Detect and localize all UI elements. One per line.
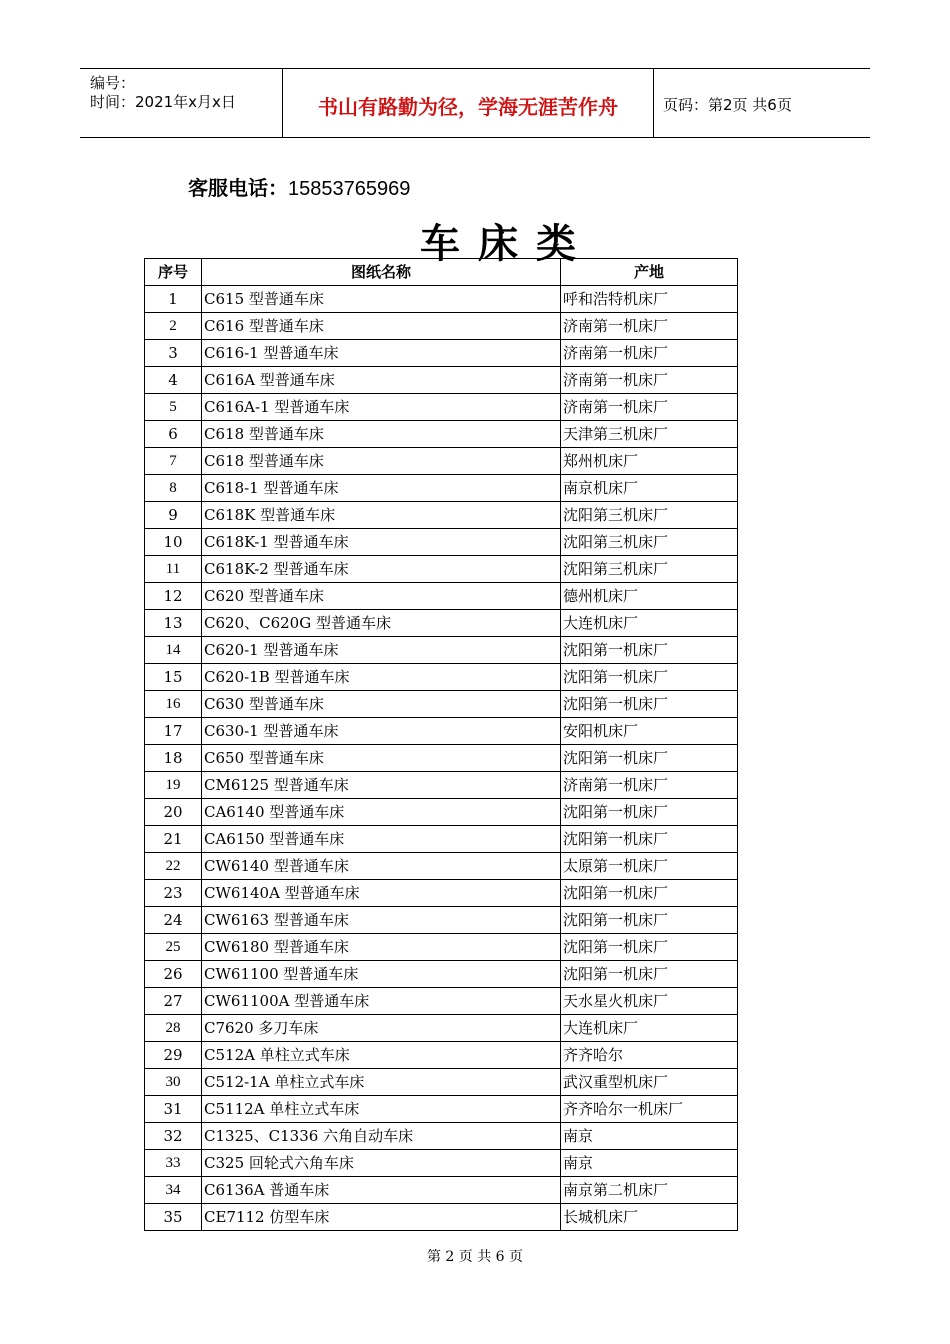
cell-name: C616 型普通车床 (202, 313, 561, 340)
phone-label: 客服电话： (188, 176, 288, 200)
cell-no: 10 (145, 529, 202, 556)
cell-origin: 济南第一机床厂 (561, 394, 738, 421)
cell-name: C512-1A 单柱立式车床 (202, 1069, 561, 1096)
cell-origin: 沈阳第三机床厂 (561, 502, 738, 529)
page-title: 车床类 (420, 221, 594, 267)
cell-name: C512A 单柱立式车床 (202, 1042, 561, 1069)
cell-origin: 太原第一机床厂 (561, 853, 738, 880)
cell-name: C615 型普通车床 (202, 286, 561, 313)
page-footer (0, 1246, 950, 1266)
cell-origin: 沈阳第一机床厂 (561, 934, 738, 961)
table-row (145, 718, 738, 745)
cell-name: C630-1 型普通车床 (202, 718, 561, 745)
table-row (145, 340, 738, 367)
cell-name: C620-1B 型普通车床 (202, 664, 561, 691)
cell-name: C618 型普通车床 (202, 421, 561, 448)
table-row (145, 772, 738, 799)
table-row (145, 664, 738, 691)
table-row (145, 1015, 738, 1042)
page-header (80, 68, 870, 138)
table-row (145, 421, 738, 448)
table-row (145, 637, 738, 664)
cell-name: C620-1 型普通车床 (202, 637, 561, 664)
table-row (145, 556, 738, 583)
cell-origin: 武汉重型机床厂 (561, 1069, 738, 1096)
cell-name: CE7112 仿型车床 (202, 1204, 561, 1231)
table-row (145, 691, 738, 718)
cell-name: C630 型普通车床 (202, 691, 561, 718)
header-page-cell (653, 69, 870, 137)
cell-name: C618K 型普通车床 (202, 502, 561, 529)
cell-no: 19 (145, 772, 202, 799)
table-row (145, 1150, 738, 1177)
table-row (145, 934, 738, 961)
cell-name: CW61100A 型普通车床 (202, 988, 561, 1015)
table-row (145, 853, 738, 880)
cell-origin: 济南第一机床厂 (561, 772, 738, 799)
cell-origin: 沈阳第三机床厂 (561, 529, 738, 556)
cell-no: 9 (145, 502, 202, 529)
table-row (145, 1096, 738, 1123)
cell-origin: 沈阳第一机床厂 (561, 961, 738, 988)
cell-origin: 南京第二机床厂 (561, 1177, 738, 1204)
table-row (145, 475, 738, 502)
cell-name: CW6163 型普通车床 (202, 907, 561, 934)
cell-origin: 沈阳第一机床厂 (561, 826, 738, 853)
table-row (145, 1042, 738, 1069)
cell-no: 13 (145, 610, 202, 637)
cell-name: C616A-1 型普通车床 (202, 394, 561, 421)
header-page-label: 页码：第2页 共6页 (663, 96, 792, 114)
header-motto: 书山有路勤为径，学海无涯苦作舟 (318, 95, 618, 119)
table-row (145, 988, 738, 1015)
cell-name: CW61100 型普通车床 (202, 961, 561, 988)
lathe-table (144, 258, 738, 1231)
table-row (145, 880, 738, 907)
cell-no: 20 (145, 799, 202, 826)
cell-no: 1 (145, 286, 202, 313)
cell-name: C325 回轮式六角车床 (202, 1150, 561, 1177)
cell-no: 29 (145, 1042, 202, 1069)
table-row (145, 826, 738, 853)
cell-origin: 大连机床厂 (561, 1015, 738, 1042)
cell-name: C618 型普通车床 (202, 448, 561, 475)
table-row (145, 394, 738, 421)
cell-no: 5 (145, 394, 202, 421)
cell-no: 14 (145, 637, 202, 664)
cell-name: C620、C620G 型普通车床 (202, 610, 561, 637)
cell-origin: 沈阳第一机床厂 (561, 664, 738, 691)
cell-name: C618K-1 型普通车床 (202, 529, 561, 556)
cell-name: C6136A 普通车床 (202, 1177, 561, 1204)
cell-origin: 济南第一机床厂 (561, 367, 738, 394)
cell-name: C620 型普通车床 (202, 583, 561, 610)
cell-name: C616-1 型普通车床 (202, 340, 561, 367)
cell-no: 2 (145, 313, 202, 340)
cell-origin: 沈阳第一机床厂 (561, 745, 738, 772)
cell-no: 28 (145, 1015, 202, 1042)
table-row (145, 286, 738, 313)
cell-origin: 天津第三机床厂 (561, 421, 738, 448)
table-row (145, 583, 738, 610)
cell-name: C618-1 型普通车床 (202, 475, 561, 502)
cell-no: 31 (145, 1096, 202, 1123)
table-row (145, 907, 738, 934)
header-origin: 产地 (561, 259, 738, 286)
cell-name: CA6140 型普通车床 (202, 799, 561, 826)
cell-name: C616A 型普通车床 (202, 367, 561, 394)
table-row (145, 799, 738, 826)
header-no: 序号 (145, 259, 202, 286)
cell-no: 24 (145, 907, 202, 934)
cell-no: 21 (145, 826, 202, 853)
cell-no: 35 (145, 1204, 202, 1231)
table-row (145, 529, 738, 556)
cell-name: C618K-2 型普通车床 (202, 556, 561, 583)
table-row (145, 610, 738, 637)
header-meta (80, 69, 282, 137)
table-row (145, 502, 738, 529)
cell-no: 15 (145, 664, 202, 691)
table-header-row (145, 259, 738, 286)
cell-no: 18 (145, 745, 202, 772)
cell-no: 32 (145, 1123, 202, 1150)
cell-no: 16 (145, 691, 202, 718)
cell-no: 17 (145, 718, 202, 745)
cell-no: 7 (145, 448, 202, 475)
cell-no: 23 (145, 880, 202, 907)
cell-name: CW6180 型普通车床 (202, 934, 561, 961)
cell-name: C1325、C1336 六角自动车床 (202, 1123, 561, 1150)
cell-no: 27 (145, 988, 202, 1015)
cell-origin: 南京 (561, 1123, 738, 1150)
cell-no: 30 (145, 1069, 202, 1096)
cell-no: 33 (145, 1150, 202, 1177)
cell-no: 26 (145, 961, 202, 988)
cell-origin: 沈阳第三机床厂 (561, 556, 738, 583)
table-row (145, 745, 738, 772)
table-row (145, 1177, 738, 1204)
table-row (145, 367, 738, 394)
cell-origin: 天水星火机床厂 (561, 988, 738, 1015)
cell-origin: 郑州机床厂 (561, 448, 738, 475)
cell-origin: 沈阳第一机床厂 (561, 691, 738, 718)
cell-name: C650 型普通车床 (202, 745, 561, 772)
cell-origin: 齐齐哈尔 (561, 1042, 738, 1069)
cell-no: 8 (145, 475, 202, 502)
cell-origin: 南京机床厂 (561, 475, 738, 502)
cell-origin: 德州机床厂 (561, 583, 738, 610)
cell-origin: 齐齐哈尔一机床厂 (561, 1096, 738, 1123)
cell-origin: 南京 (561, 1150, 738, 1177)
cell-no: 3 (145, 340, 202, 367)
cell-origin: 济南第一机床厂 (561, 313, 738, 340)
cell-no: 25 (145, 934, 202, 961)
table-row (145, 313, 738, 340)
table-row (145, 448, 738, 475)
cell-origin: 沈阳第一机床厂 (561, 637, 738, 664)
table-row (145, 1204, 738, 1231)
cell-no: 4 (145, 367, 202, 394)
cell-name: CW6140A 型普通车床 (202, 880, 561, 907)
phone-number: 15853765969 (288, 178, 411, 200)
cell-origin: 呼和浩特机床厂 (561, 286, 738, 313)
header-number: 编号： (90, 74, 136, 92)
table-row (145, 961, 738, 988)
cell-name: CA6150 型普通车床 (202, 826, 561, 853)
header-motto-cell (282, 69, 654, 137)
table-body (145, 286, 738, 1231)
table-row (145, 1069, 738, 1096)
cell-origin: 沈阳第一机床厂 (561, 880, 738, 907)
footer-page-text: 第 2 页 共 6 页 (426, 1249, 524, 1265)
cell-origin: 济南第一机床厂 (561, 340, 738, 367)
cell-origin: 长城机床厂 (561, 1204, 738, 1231)
cell-origin: 大连机床厂 (561, 610, 738, 637)
cell-name: C7620 多刀车床 (202, 1015, 561, 1042)
cell-no: 12 (145, 583, 202, 610)
table-row (145, 1123, 738, 1150)
cell-name: CM6125 型普通车床 (202, 772, 561, 799)
customer-service-phone (188, 172, 410, 201)
header-name: 图纸名称 (202, 259, 561, 286)
cell-origin: 安阳机床厂 (561, 718, 738, 745)
cell-origin: 沈阳第一机床厂 (561, 799, 738, 826)
cell-no: 34 (145, 1177, 202, 1204)
cell-name: C5112A 单柱立式车床 (202, 1096, 561, 1123)
cell-origin: 沈阳第一机床厂 (561, 907, 738, 934)
cell-no: 11 (145, 556, 202, 583)
cell-no: 6 (145, 421, 202, 448)
cell-name: CW6140 型普通车床 (202, 853, 561, 880)
header-time: 时间：2021年x月x日 (90, 93, 236, 111)
cell-no: 22 (145, 853, 202, 880)
